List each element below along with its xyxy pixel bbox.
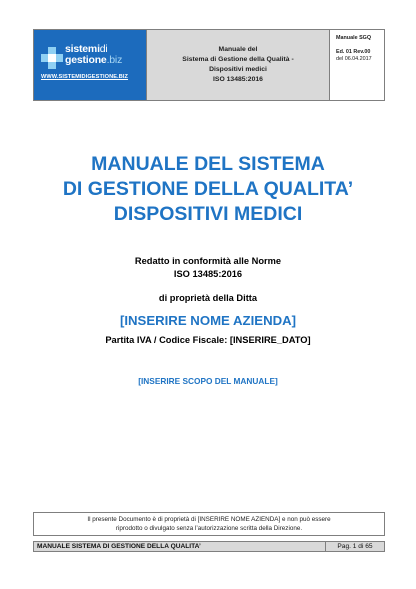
compliance-line: Redatto in conformità alle Norme — [134, 256, 282, 266]
header-title-line: Dispositivi medici — [209, 66, 267, 73]
doc-code: Manuale SGQ — [336, 35, 372, 41]
page-footer — [33, 541, 385, 552]
logo — [34, 30, 147, 100]
header-title — [147, 30, 330, 100]
header-title-line: ISO 13485:2016 — [213, 76, 263, 83]
ownership-text: di proprietà della Ditta — [158, 293, 258, 303]
revision-info — [330, 30, 384, 100]
page-title-line: MANUALE DEL SISTEMA — [91, 153, 325, 175]
company-name-placeholder: [INSERIRE NOME AZIENDA] — [119, 313, 297, 328]
page-title — [0, 152, 416, 227]
revision-date: del 06.04.2017 — [336, 56, 372, 62]
notice-line: riprodotto o divulgato senza l’autorizzazione scritta della Direzione. — [115, 524, 303, 532]
header-title-line: Manuale del — [218, 46, 258, 53]
vat-code-line: Partita IVA / Codice Fiscale: [INSERIRE_DATO] — [105, 335, 311, 345]
notice-line: Il presente Documento è di proprietà di [INSERIRE NOME AZIENDA] e non può essere — [87, 516, 331, 523]
logo-wordmark-line1: sistemidi — [65, 43, 108, 55]
header-title-line: Sistema di Gestione della Qualità - — [182, 56, 294, 63]
compliance-line: ISO 13485:2016 — [173, 268, 243, 279]
page-number: Pag. 1 di 65 — [337, 543, 373, 550]
manual-scope-placeholder: [INSERIRE SCOPO DEL MANUALE] — [138, 376, 278, 386]
compliance-statement — [0, 255, 416, 280]
page-title-line: DISPOSITIVI MEDICI — [113, 203, 303, 225]
page-title-line: DI GESTIONE DELLA QUALITA’ — [62, 178, 354, 200]
edition: Ed. 01 Rev.00 — [336, 49, 371, 55]
medical-cross-icon — [41, 47, 63, 69]
document-header — [33, 29, 385, 101]
logo-url-link[interactable]: WWW.SISTEMIDIGESTIONE.BIZ — [41, 74, 129, 80]
footer-label: MANUALE SISTEMA DI GESTIONE DELLA QUALITA’ — [34, 542, 326, 551]
logo-wordmark-line2: gestione.biz — [65, 54, 123, 66]
ownership-notice — [33, 512, 385, 536]
